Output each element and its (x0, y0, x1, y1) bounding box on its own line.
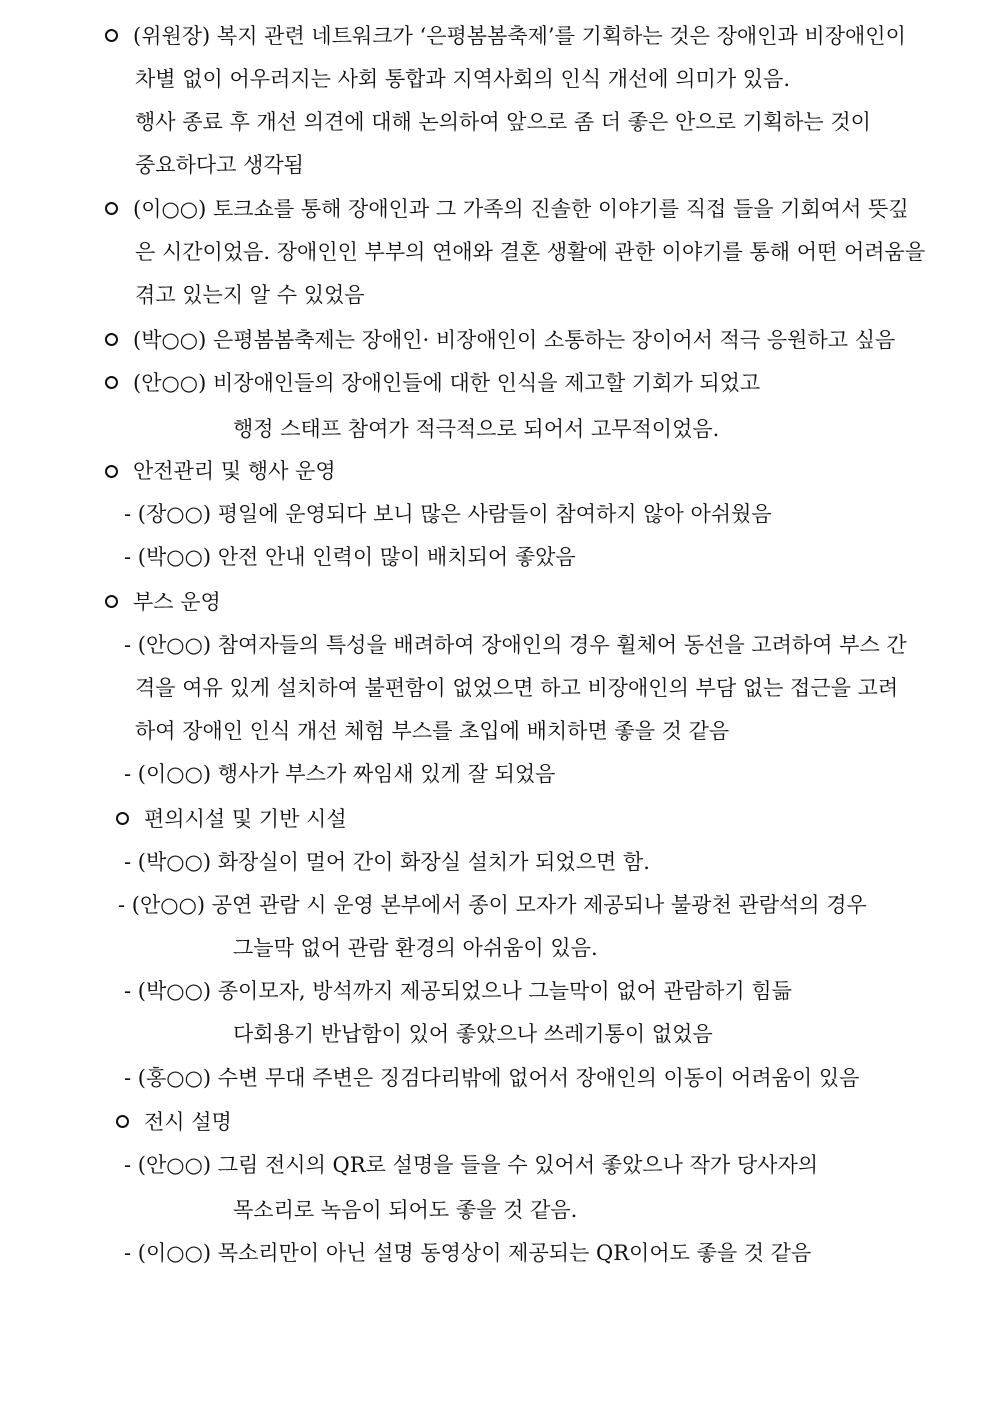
comment-line: - (안○○) 그림 전시의 QR로 설명을 들을 수 있어서 좋았으나 작가 당사자의 (124, 1153, 819, 1177)
paragraph-line: (안○○) 비장애인들의 장애인들에 대한 인식을 제고할 기회가 되었고 (133, 371, 761, 395)
paragraph-line: 은 시간이었음. 장애인인 부부의 연애와 결혼 생활에 관한 이야기를 통해 어떤 어려움을 (135, 240, 926, 264)
paragraph-line: (이○○) 토크쇼를 통해 장애인과 그 가족의 진솔한 이야기를 직접 들을 기회여서 뜻깊 (133, 197, 909, 221)
comment-line: - (홍○○) 수변 무대 주변은 징검다리밖에 없어서 장애인의 이동이 어려움이 있음 (124, 1066, 860, 1090)
section-heading: 편의시설 및 기반 시설 (144, 807, 347, 831)
section-heading: 전시 설명 (144, 1110, 232, 1134)
paragraph-line: 행사 종료 후 개선 의견에 대해 논의하여 앞으로 좀 더 좋은 안으로 기획하는 것이 (135, 110, 871, 134)
paragraph-line: 다회용기 반납함이 있어 좋았으나 쓰레기통이 없었음 (233, 1022, 713, 1046)
comment-line: - (안○○) 참여자들의 특성을 배려하여 장애인의 경우 휠체어 동선을 고려하여 부스 간 (124, 633, 907, 657)
circle-bullet-icon (105, 595, 118, 608)
circle-bullet-icon (105, 376, 118, 389)
comment-line: - (박○○) 화장실이 멀어 간이 화장실 설치가 되었으면 함. (124, 850, 650, 874)
section-heading: 부스 운영 (133, 590, 221, 614)
paragraph-line: 차별 없이 어우러지는 사회 통합과 지역사회의 인식 개선에 의미가 있음. (135, 67, 791, 91)
circle-bullet-icon (116, 812, 129, 825)
paragraph-line: 격을 여유 있게 설치하여 불편함이 없었으면 하고 비장애인의 부담 없는 접근을 고려 (135, 676, 899, 700)
circle-bullet-icon (105, 333, 118, 346)
comment-line: - (장○○) 평일에 운영되다 보니 많은 사람들이 참여하지 않아 아쉬웠음 (124, 502, 772, 526)
circle-bullet-icon (105, 202, 118, 215)
circle-bullet-icon (105, 465, 118, 478)
paragraph-line: 목소리로 녹음이 되어도 좋을 것 같음. (233, 1198, 578, 1222)
paragraph-line: (박○○) 은평봄봄축제는 장애인· 비장애인이 소통하는 장이어서 적극 응원하고 싶음 (133, 328, 896, 352)
comment-line: - (이○○) 행사가 부스가 짜임새 있게 잘 되었음 (124, 762, 556, 786)
paragraph-line: (위원장) 복지 관련 네트워크가 ‘은평봄봄축제’를 기획하는 것은 장애인과 비장애인이 (133, 24, 906, 48)
paragraph-line: 중요하다고 생각됨 (135, 153, 304, 177)
paragraph-line: 그늘막 없어 관람 환경의 아쉬움이 있음. (233, 936, 598, 960)
comment-line: - (박○○) 안전 안내 인력이 많이 배치되어 좋았음 (124, 545, 576, 569)
section-heading: 안전관리 및 행사 운영 (133, 459, 336, 483)
comment-line: - (이○○) 목소리만이 아닌 설명 동영상이 제공되는 QR이어도 좋을 것 같음 (124, 1241, 812, 1265)
comment-line: - (박○○) 종이모자, 방석까지 제공되었으나 그늘막이 없어 관람하기 힘듦 (124, 979, 792, 1003)
circle-bullet-icon (105, 29, 118, 42)
comment-line: - (안○○) 공연 관람 시 운영 본부에서 종이 모자가 제공되나 불광천 관람석의 경우 (118, 893, 867, 917)
paragraph-line: 하여 장애인 인식 개선 체험 부스를 초입에 배치하면 좋을 것 같음 (135, 719, 730, 743)
paragraph-line: 겪고 있는지 알 수 있었음 (135, 283, 365, 307)
paragraph-line: 행정 스태프 참여가 적극적으로 되어서 고무적이었음. (233, 417, 720, 441)
circle-bullet-icon (116, 1115, 129, 1128)
